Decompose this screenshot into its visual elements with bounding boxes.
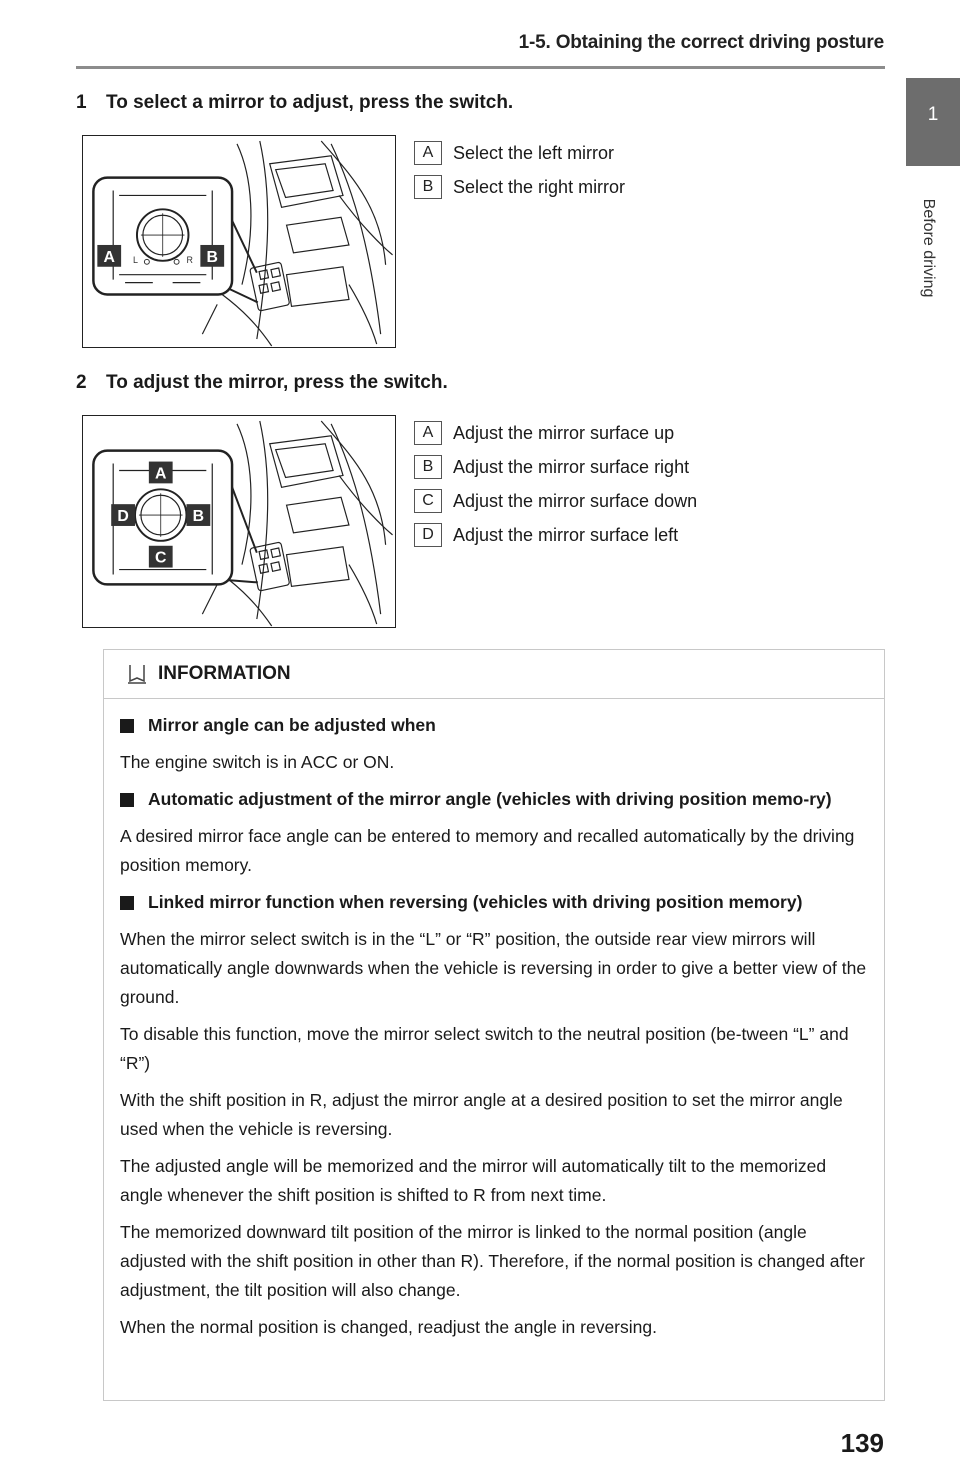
step-1-text: To select a mirror to adjust, press the switch. bbox=[106, 92, 514, 113]
step-1-legend bbox=[414, 136, 625, 204]
chapter-tab[interactable] bbox=[906, 78, 960, 166]
legend-text: Adjust the mirror surface left bbox=[453, 524, 679, 545]
info-paragraph: The engine switch is in ACC or ON. bbox=[120, 752, 395, 772]
legend-key: A bbox=[414, 421, 442, 445]
info-paragraph: With the shift position in R, adjust the mirror angle at a desired position to set the mirror angle used when the vehicle is reversing. bbox=[120, 1090, 843, 1139]
figure1-label-l: L bbox=[133, 254, 138, 265]
legend-key: A bbox=[414, 141, 442, 165]
info-heading: Automatic adjustment of the mirror angle (vehicles with driving position memo-ry) bbox=[120, 785, 870, 814]
chapter-label-text: Before driving bbox=[920, 198, 937, 298]
legend-key: C bbox=[414, 489, 442, 513]
step-2-text: To adjust the mirror, press the switch. bbox=[106, 372, 448, 393]
information-icon bbox=[126, 662, 148, 686]
legend-text: Select the right mirror bbox=[453, 176, 626, 197]
step-1-number: 1 bbox=[76, 92, 87, 113]
legend-text: Adjust the mirror surface right bbox=[453, 456, 690, 477]
information-body bbox=[104, 699, 884, 1342]
legend-key: B bbox=[414, 455, 442, 479]
information-header bbox=[104, 650, 884, 699]
chapter-number: 1 bbox=[927, 104, 939, 125]
legend-item bbox=[414, 170, 625, 204]
step-2-number: 2 bbox=[76, 372, 87, 393]
section-title: 1-5. Obtaining the correct driving posture bbox=[518, 32, 884, 53]
info-paragraph: When the normal position is changed, readjust the angle in reversing. bbox=[120, 1317, 657, 1337]
info-paragraph: The memorized downward tilt position of the mirror is linked to the normal position (angle adjusted with the shift position in other than R). Therefore, if the normal position is changed after adjustment, the tilt position will also change. bbox=[120, 1222, 865, 1300]
step-2 bbox=[76, 372, 448, 394]
step-2-legend bbox=[414, 416, 697, 552]
page-number: 139 bbox=[840, 1428, 884, 1458]
info-paragraph: The adjusted angle will be memorized and the mirror will automatically tilt to the memorized angle whenever the shift position is shifted to R from next time. bbox=[120, 1156, 827, 1205]
legend-key: D bbox=[414, 523, 442, 547]
legend-item bbox=[414, 136, 625, 170]
figure2-label-d: D bbox=[117, 508, 129, 526]
info-paragraph: When the mirror select switch is in the “L” or “R” position, the outside rear view mirrors will automatically angle downwards when the vehicle is reversing in order to give a better view of the ground. bbox=[120, 929, 867, 1007]
info-paragraph: To disable this function, move the mirror select switch to the neutral position (be-tween “L” and “R”) bbox=[120, 1024, 849, 1073]
figure1-label-r: R bbox=[186, 254, 193, 265]
figure1-label-b: B bbox=[206, 248, 218, 266]
information-title: INFORMATION bbox=[158, 663, 291, 684]
figure2-label-a: A bbox=[155, 465, 167, 483]
info-paragraph: A desired mirror face angle can be entered to memory and recalled automatically by the driving position memory. bbox=[120, 826, 855, 875]
legend-text: Adjust the mirror surface down bbox=[453, 490, 698, 511]
mirror-select-illustration bbox=[83, 136, 395, 347]
legend-text: Select the left mirror bbox=[453, 142, 615, 163]
door-line bbox=[237, 144, 251, 285]
info-heading: Mirror angle can be adjusted when bbox=[120, 711, 870, 740]
chapter-label bbox=[913, 178, 943, 318]
figure2-label-b: B bbox=[192, 508, 205, 526]
legend-key: B bbox=[414, 175, 442, 199]
legend-text: Adjust the mirror surface up bbox=[453, 422, 675, 443]
info-heading: Linked mirror function when reversing (vehicles with driving position memory) bbox=[120, 888, 870, 917]
mirror-select-figure bbox=[82, 135, 396, 348]
information-box bbox=[103, 649, 885, 1401]
legend-item bbox=[414, 484, 697, 518]
mirror-adjust-illustration bbox=[83, 416, 395, 627]
header-rule bbox=[76, 66, 885, 69]
step-1 bbox=[76, 92, 513, 114]
legend-item bbox=[414, 416, 697, 450]
figure2-label-c: C bbox=[155, 549, 167, 567]
mirror-adjust-figure bbox=[82, 415, 396, 628]
legend-item bbox=[414, 518, 697, 552]
figure1-label-a: A bbox=[103, 248, 115, 266]
legend-item bbox=[414, 450, 697, 484]
